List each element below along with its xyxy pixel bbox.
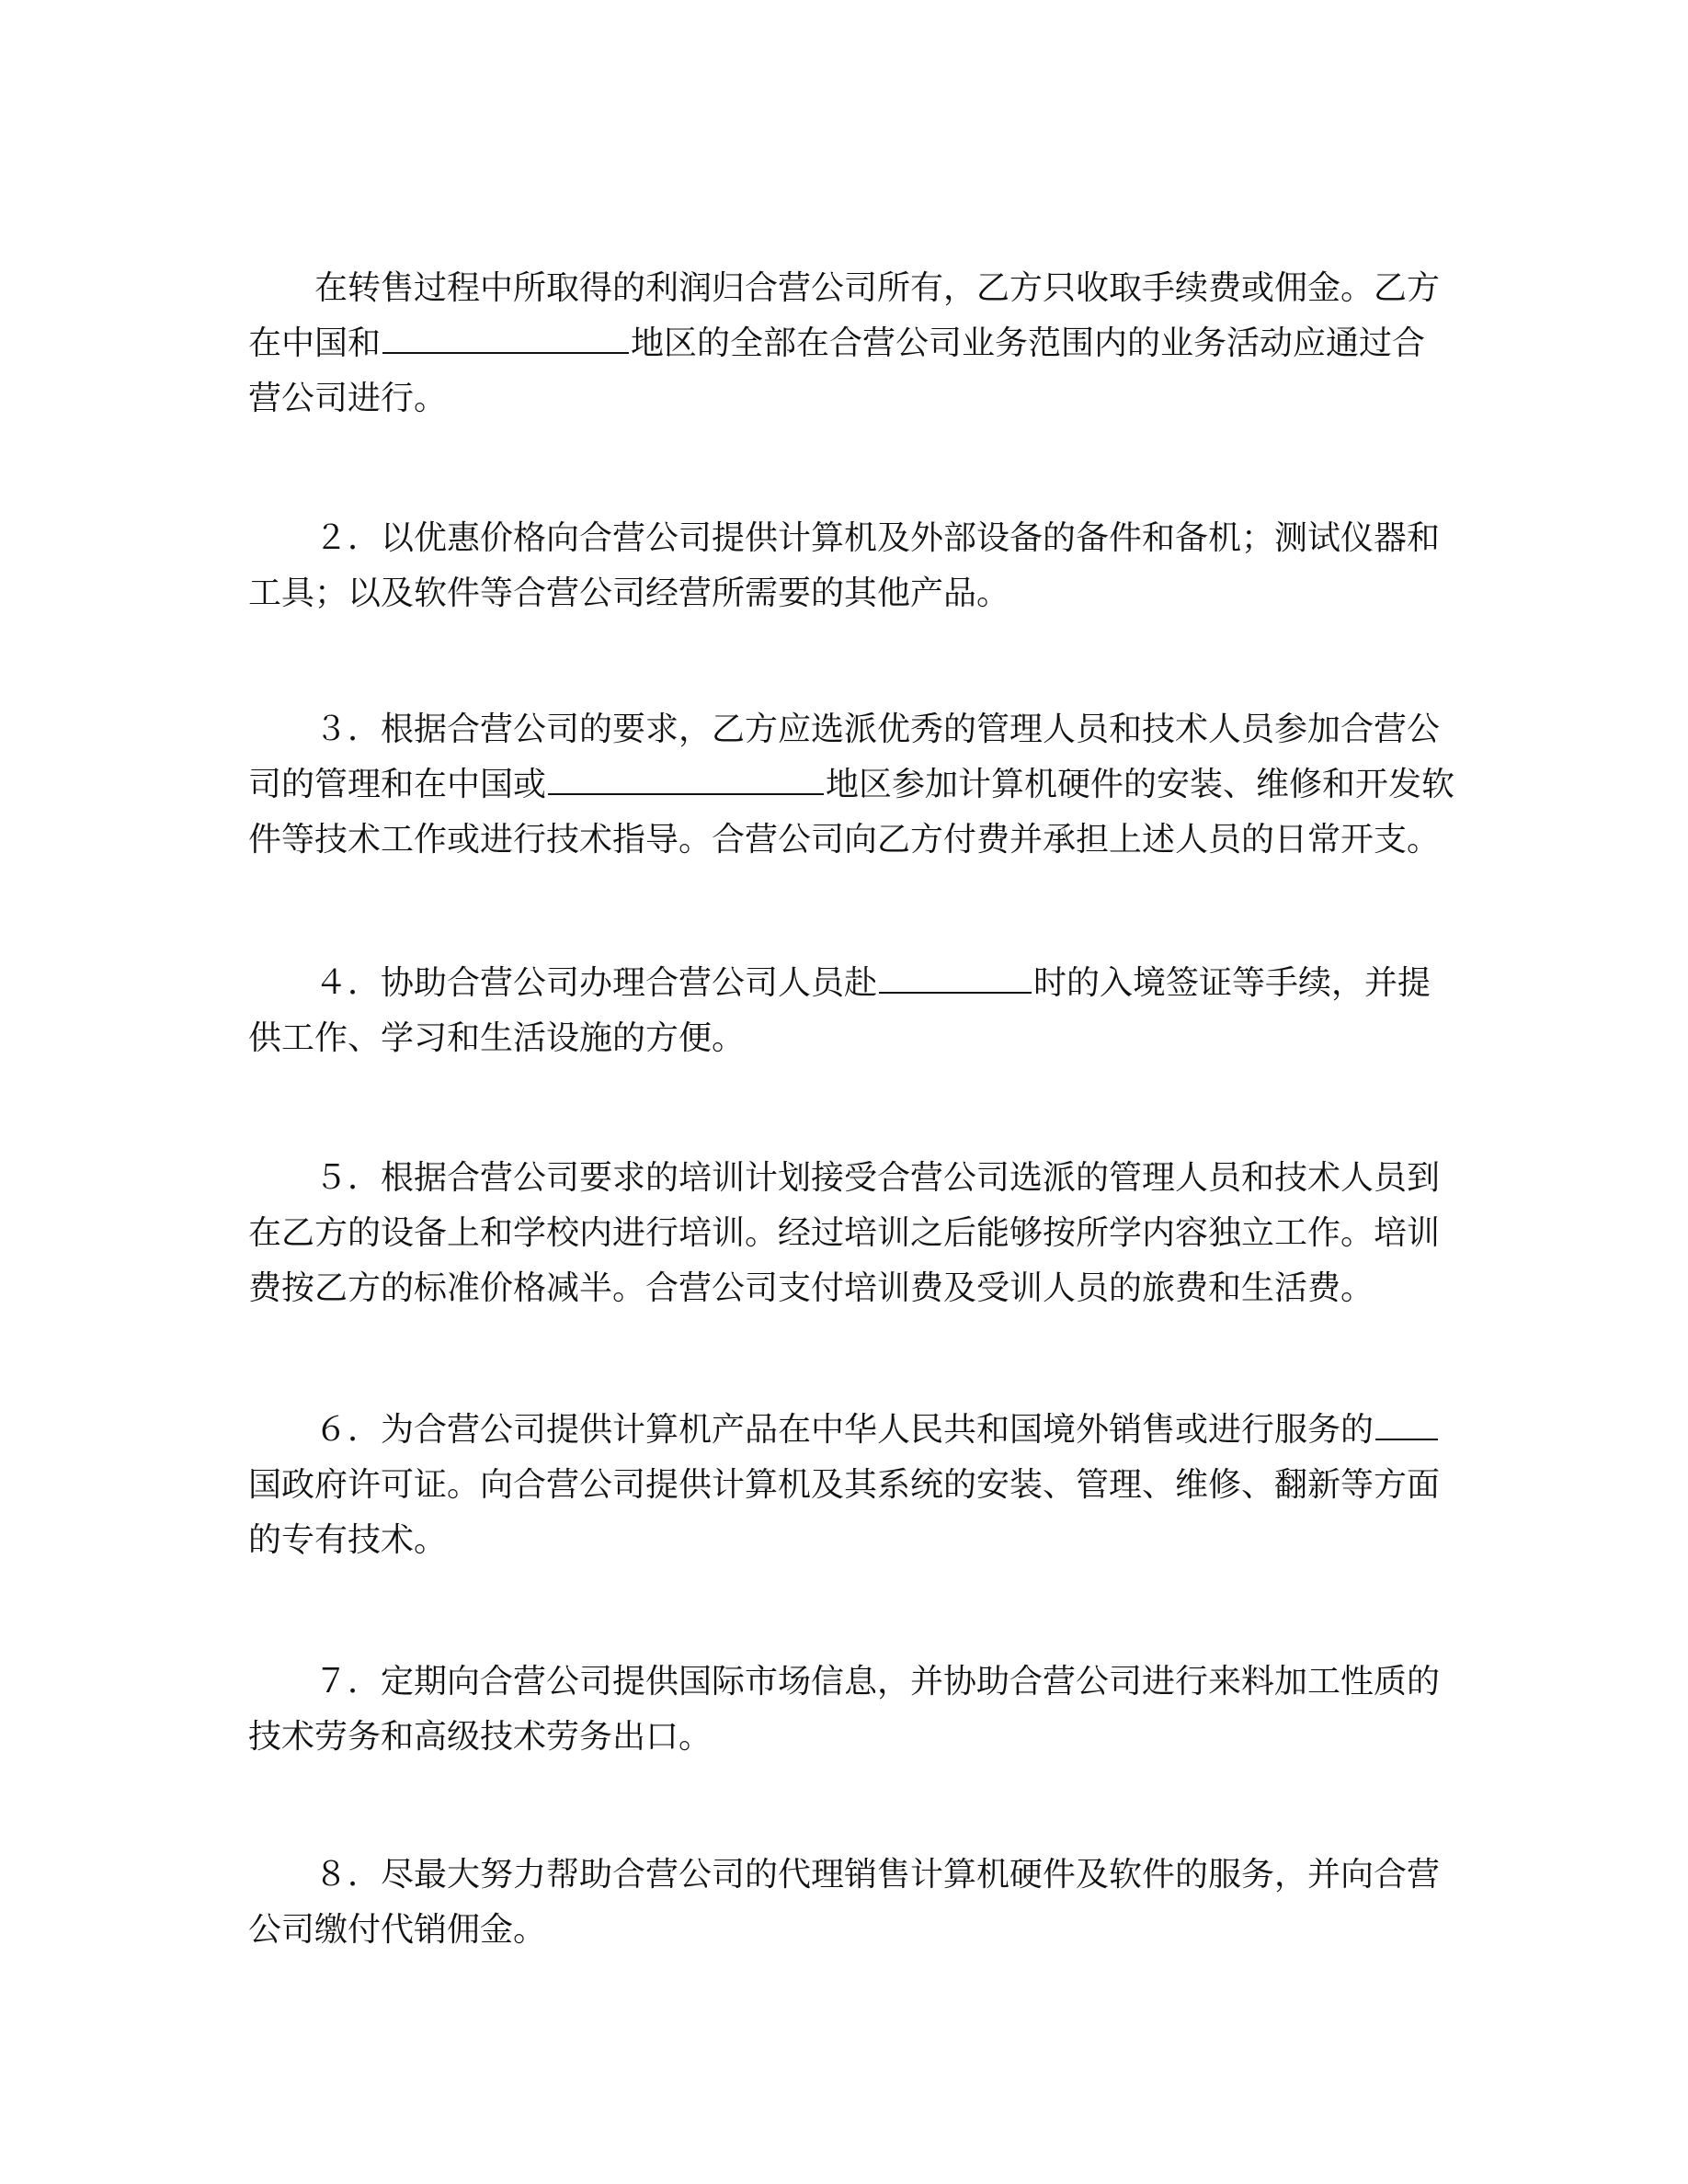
paragraph-line: 费按乙方的标准价格减半。合营公司支付培训费及受训人员的旅费和生活费。 xyxy=(248,1269,1374,1307)
paragraph-8 xyxy=(248,1848,1441,1958)
paragraph-6 xyxy=(248,1403,1441,1568)
paragraph-line xyxy=(248,757,1455,813)
line-text: 地区参加计算机硬件的安装、维修和开发软 xyxy=(826,766,1455,803)
line-text: ６．为合营公司提供计算机产品在中华人民共和国境外销售或进行服务的 xyxy=(314,1411,1374,1449)
paragraph-line: 国政府许可证。向合营公司提供计算机及其系统的安装、管理、维修、翻新等方面 xyxy=(248,1466,1441,1504)
paragraph-line: 的专有技术。 xyxy=(248,1521,448,1559)
paragraph-line: 供工作、学习和生活设施的方便。 xyxy=(248,1019,746,1057)
paragraph-line: 在转售过程中所取得的利润归合营公司所有，乙方只收取手续费或佣金。乙方 xyxy=(314,269,1441,307)
line-text: 地区的全部在合营公司业务范围内的业务活动应通过合 xyxy=(631,324,1426,362)
paragraph-line: 件等技术工作或进行技术指导。合营公司向乙方付费并承担上述人员的日常开支。 xyxy=(248,821,1441,859)
line-text: 时的入境签证等手续，并提 xyxy=(1033,964,1431,1002)
fill-in-blank xyxy=(548,766,824,795)
paragraph-line: ２．以优惠价格向合营公司提供计算机及外部设备的备件和备机；测试仪器和 xyxy=(314,519,1441,557)
line-text: ４．协助合营公司办理合营公司人员赴 xyxy=(314,964,878,1002)
paragraph-7 xyxy=(248,1655,1441,1765)
paragraph-2 xyxy=(248,511,1441,621)
fill-in-blank xyxy=(1375,1411,1438,1440)
line-text: 司的管理和在中国或 xyxy=(248,766,547,803)
paragraph-line: ５．根据合营公司要求的培训计划接受合营公司选派的管理人员和技术人员到 xyxy=(314,1159,1441,1197)
paragraph-4 xyxy=(248,956,1434,1066)
paragraph-1 xyxy=(248,261,1441,427)
paragraph-line: ８．尽最大努力帮助合营公司的代理销售计算机硬件及软件的服务，并向合营 xyxy=(314,1856,1441,1894)
paragraph-line xyxy=(248,1403,1434,1458)
paragraph-line: 工具；以及软件等合营公司经营所需要的其他产品。 xyxy=(248,574,1010,612)
fill-in-blank xyxy=(879,964,1032,994)
paragraph-line: 技术劳务和高级技术劳务出口。 xyxy=(248,1718,713,1756)
paragraph-line: 公司缴付代销佣金。 xyxy=(248,1911,547,1949)
paragraph-line: 营公司进行。 xyxy=(248,380,448,417)
paragraph-line: ７．定期向合营公司提供国际市场信息，并协助合营公司进行来料加工性质的 xyxy=(314,1663,1441,1701)
paragraph-5 xyxy=(248,1151,1441,1316)
paragraph-3 xyxy=(248,702,1455,868)
fill-in-blank xyxy=(382,324,629,354)
paragraph-line xyxy=(248,316,1434,371)
paragraph-line: 在乙方的设备上和学校内进行培训。经过培训之后能够按所学内容独立工作。培训 xyxy=(248,1214,1441,1252)
line-text: 在中国和 xyxy=(248,324,382,362)
paragraph-line: ３．根据合营公司的要求，乙方应选派优秀的管理人员和技术人员参加合营公 xyxy=(314,711,1441,748)
paragraph-line xyxy=(248,956,1434,1011)
